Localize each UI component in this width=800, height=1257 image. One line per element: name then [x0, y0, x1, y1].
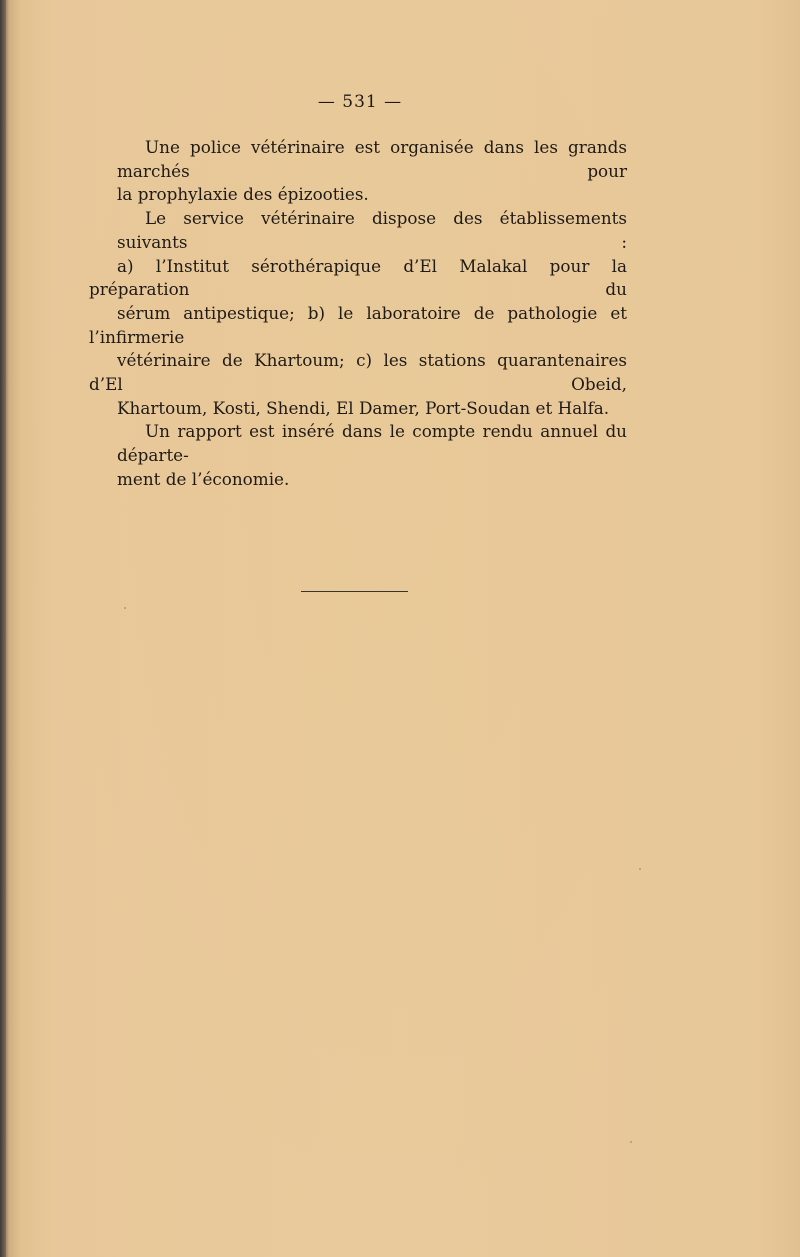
paper-speck — [630, 1141, 632, 1143]
text-line: ment de l’économie. — [117, 468, 290, 489]
text-line: sérum antipestique; b) le laboratoire de pathologie et l’infirmerie — [89, 302, 627, 347]
page-number: — 531 — — [317, 92, 403, 112]
body-text — [89, 136, 627, 492]
text-line: Khartoum, Kosti, Shendi, El Damer, Port-Soudan et Halfa. — [117, 397, 610, 418]
text-line: la prophylaxie des épizooties. — [117, 184, 369, 205]
text-line: Un rapport est inséré dans le compte rendu annuel du départe- — [117, 421, 627, 466]
paragraph-2 — [89, 207, 627, 420]
paper-speck — [639, 868, 641, 870]
paragraph-1 — [89, 136, 627, 207]
text-line: a) l’Institut sérothérapique d’El Malakal pour la préparation du — [89, 255, 627, 300]
text-line: Une police vétérinaire est organisée dans les grands marchés pour — [117, 137, 627, 181]
page-binding-edge — [0, 0, 6, 1257]
text-line: vétérinaire de Khartoum; c) les stations quarantenaires d’El Obeid, — [89, 350, 627, 395]
section-end-rule — [301, 591, 408, 592]
paper-speck — [124, 607, 126, 609]
text-line: Le service vétérinaire dispose des établissements suivants : — [117, 208, 627, 252]
paragraph-3 — [89, 420, 627, 491]
